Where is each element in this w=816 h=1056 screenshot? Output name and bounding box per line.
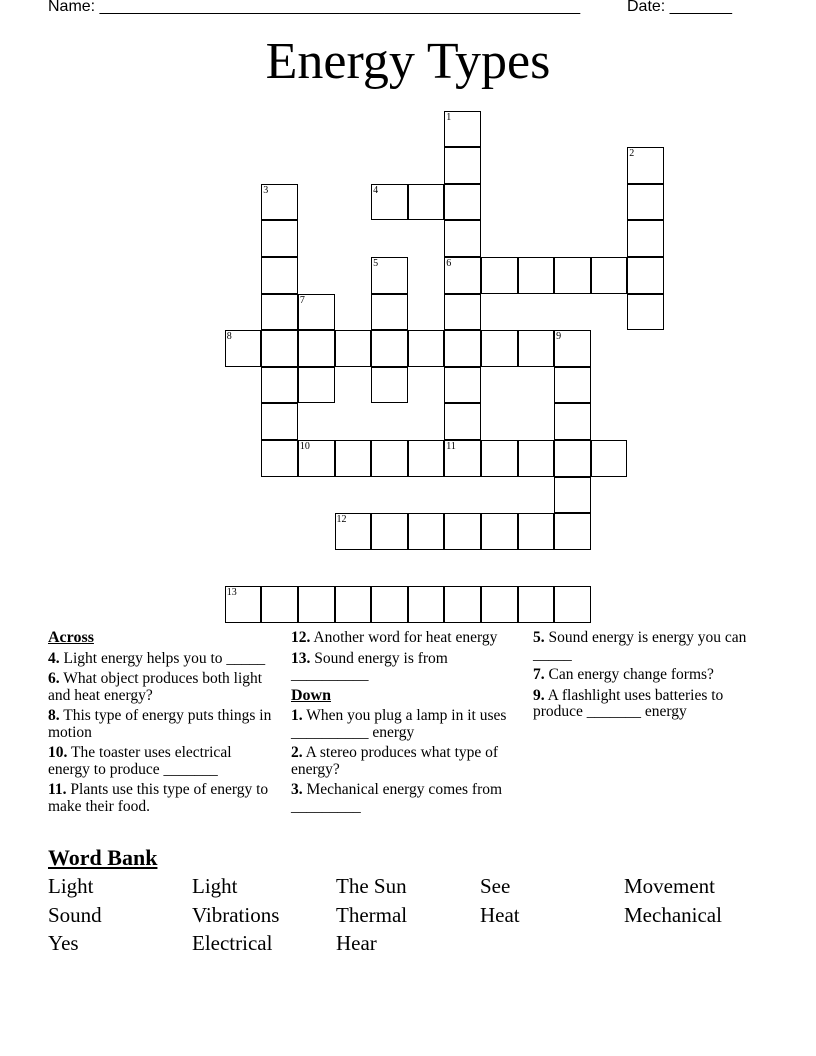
clue-number: 3. [291,781,303,798]
word-bank-word: Yes [48,931,79,955]
crossword-cell[interactable] [335,440,372,477]
clue-text: Mechanical energy comes from _________ [291,781,503,815]
crossword-cell[interactable] [444,111,481,148]
clue-text: Light energy helps you to _____ [63,649,266,667]
cell-number: 4 [373,184,379,196]
clue-down-9 [533,688,758,721]
crossword-cell[interactable] [225,330,262,367]
date-field[interactable]: Date: _______ [627,0,732,15]
clue-across-4 [48,651,273,668]
clue-number: 6. [48,670,60,687]
crossword-cell[interactable] [444,586,481,623]
crossword-cell[interactable] [371,440,408,477]
crossword-cell[interactable] [261,586,298,623]
cell-number: 7 [299,294,305,306]
page-title: Energy Types [265,33,551,90]
clue-down-5 [533,630,758,663]
clue-across-10 [48,745,273,778]
crossword-cell[interactable] [298,294,335,331]
crossword-cell[interactable] [225,586,262,623]
word-bank-title: Word Bank [48,845,158,870]
clue-text: Sound energy is from __________ [291,649,448,683]
crossword-cell[interactable] [554,367,591,404]
crossword-cell[interactable] [408,330,445,367]
clue-number: 13. [291,649,311,667]
crossword-cell[interactable] [627,184,664,221]
crossword-cell[interactable] [518,513,555,550]
crossword-cell[interactable] [481,257,518,294]
crossword-cell[interactable] [371,294,408,331]
crossword-cell[interactable] [481,440,518,477]
clue-column-1 [48,630,273,819]
clue-down-2 [291,745,513,778]
crossword-cell[interactable] [298,330,335,367]
cell-number: 5 [373,257,379,269]
crossword-cell[interactable] [444,440,481,477]
crossword-cell[interactable] [261,184,298,221]
word-bank-word: Vibrations [192,902,280,927]
clue-column-3 [533,630,758,725]
clue-text: A flashlight uses batteries to produce _______ energy [533,686,724,720]
word-bank-word: Light [48,874,94,898]
word-bank-word: The Sun [336,874,407,898]
clue-text: The toaster uses electrical energy to produce _______ [48,744,232,778]
word-bank-word: See [480,874,511,898]
crossword-cell[interactable] [444,367,481,404]
word-bank-word: Light [192,874,238,898]
crossword-cell[interactable] [261,440,298,477]
clue-number: 7. [533,666,545,683]
crossword-cell[interactable] [408,586,445,623]
cell-number: 10 [299,440,310,452]
crossword-cell[interactable] [371,586,408,623]
crossword-cell[interactable] [261,330,298,367]
crossword-cell[interactable] [554,477,591,514]
crossword-cell[interactable] [261,220,298,257]
word-bank-word: Electrical [192,931,273,955]
crossword-cell[interactable] [261,403,298,440]
across-heading: Across [48,629,94,646]
crossword-cell[interactable] [298,586,335,623]
clue-text: Another word for heat energy [313,629,498,646]
crossword-cell[interactable] [444,147,481,184]
crossword-cell[interactable] [335,586,372,623]
crossword-cell[interactable] [554,403,591,440]
crossword-cell[interactable] [444,294,481,331]
crossword-cell[interactable] [335,330,372,367]
cell-number: 6 [446,257,452,269]
crossword-cell[interactable] [335,513,372,550]
clue-number: 12. [291,629,311,646]
crossword-cell[interactable] [627,257,664,294]
clue-text: A stereo produces what type of energy? [291,744,499,778]
crossword-cell[interactable] [408,440,445,477]
clue-down-3 [291,782,513,815]
word-bank-word: Movement [624,874,715,898]
crossword-cell[interactable] [554,257,591,294]
name-field[interactable]: Name: ______________________________________________________ [48,0,581,15]
crossword-cell[interactable] [627,147,664,184]
cell-number: 11 [446,440,456,452]
crossword-cell[interactable] [444,403,481,440]
clue-number: 9. [533,686,545,704]
clue-number: 2. [291,744,303,761]
crossword-cell[interactable] [371,184,408,221]
crossword-cell[interactable] [371,367,408,404]
word-bank-word: Hear [336,931,377,955]
crossword-cell[interactable] [627,294,664,331]
crossword-cell[interactable] [444,184,481,221]
clue-text: What object produces both light and heat energy? [48,670,263,704]
crossword-cell[interactable] [371,513,408,550]
crossword-cell[interactable] [444,220,481,257]
word-bank-word: Heat [480,902,520,927]
clue-number: 8. [48,707,60,724]
clue-text: This type of energy puts things in motion [48,707,272,741]
clue-across-11 [48,782,273,815]
crossword-cell[interactable] [408,184,445,221]
cell-number: 9 [556,331,562,343]
clue-text: Sound energy is energy you can _____ [533,629,747,663]
clue-number: 11. [48,781,67,798]
crossword-cell[interactable] [518,257,555,294]
word-bank [48,872,768,958]
crossword-cell[interactable] [261,367,298,404]
crossword-cell[interactable] [444,330,481,367]
crossword-cell[interactable] [518,586,555,623]
cell-number: 2 [629,148,635,160]
crossword-cell[interactable] [371,257,408,294]
crossword-cell[interactable] [444,513,481,550]
crossword-cell[interactable] [298,367,335,404]
clue-number: 5. [533,629,545,646]
crossword-cell[interactable] [518,440,555,477]
crossword-cell[interactable] [481,330,518,367]
crossword-cell[interactable] [554,513,591,550]
clue-across-8 [48,708,273,741]
crossword-cell[interactable] [444,257,481,294]
cell-number: 12 [336,514,347,526]
clue-text: Can energy change forms? [548,666,714,683]
crossword-cell[interactable] [298,440,335,477]
clue-text: When you plug a lamp in it uses __________ energy [291,707,507,741]
crossword-cell[interactable] [627,220,664,257]
clue-across-6 [48,671,273,704]
down-heading: Down [291,686,332,704]
clue-number: 1. [291,707,303,724]
cell-number: 1 [446,111,452,123]
clue-across-12 [291,630,513,647]
clue-text: Plants use this type of energy to make their food. [48,781,269,815]
word-bank-word: Mechanical [624,902,722,927]
crossword-cell[interactable] [554,440,591,477]
crossword-cell[interactable] [554,586,591,623]
clue-number: 4. [48,649,60,667]
clue-down-7 [533,667,758,684]
word-bank-word: Thermal [336,902,408,927]
cell-number: 3 [263,184,269,196]
clue-down-1 [291,708,513,741]
word-bank-word: Sound [48,902,102,927]
crossword-cell[interactable] [408,513,445,550]
crossword-cell[interactable] [591,440,628,477]
cell-number: 8 [226,331,232,343]
crossword-cell[interactable] [261,257,298,294]
clue-across-13 [291,651,513,684]
crossword-cell[interactable] [481,513,518,550]
crossword-cell[interactable] [371,330,408,367]
crossword-cell[interactable] [554,330,591,367]
crossword-cell[interactable] [261,294,298,331]
crossword-cell[interactable] [481,586,518,623]
cell-number: 13 [226,587,237,599]
clue-number: 10. [48,744,68,761]
clue-column-2 [291,630,513,819]
crossword-cell[interactable] [591,257,628,294]
crossword-cell[interactable] [518,330,555,367]
